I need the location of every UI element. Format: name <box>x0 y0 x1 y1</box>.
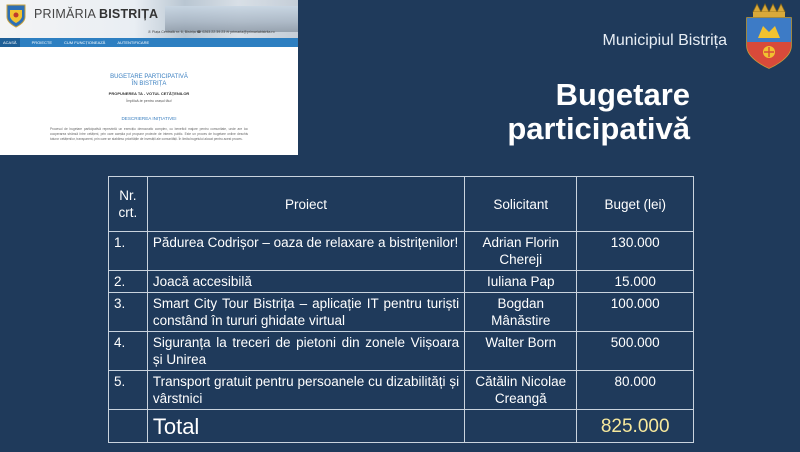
total-row <box>109 410 694 443</box>
applicant-name: Adrian Florin Chereji <box>465 232 577 271</box>
website-nav-projects[interactable]: PROIECTE <box>31 40 53 45</box>
table-row <box>109 232 694 271</box>
website-nav-home[interactable]: ACASĂ <box>0 38 20 47</box>
website-subheading: PROPUNEREA TA - VOTUL CETĂȚENILOR <box>108 91 190 96</box>
row-number: 3. <box>109 293 148 332</box>
project-name: Smart City Tour Bistrița – aplicație IT pentru turiști constând în tururi ghidate virtual <box>147 293 464 332</box>
website-banner-image <box>165 6 298 32</box>
table-row <box>109 371 694 410</box>
total-value: 825.000 <box>577 410 694 443</box>
website-screenshot <box>0 0 298 155</box>
row-number: 4. <box>109 332 148 371</box>
website-section-title: DESCRIEREA INIȚIATIVEI <box>121 116 177 121</box>
row-number: 5. <box>109 371 148 410</box>
budget-value: 100.000 <box>577 293 694 332</box>
table-row <box>109 332 694 371</box>
project-name: Siguranța la treceri de pietoni din zonele Viișoara și Unirea <box>147 332 464 371</box>
budget-value: 80.000 <box>577 371 694 410</box>
applicant-name: Walter Born <box>465 332 577 371</box>
website-nav-login[interactable]: AUTENTIFICARE <box>117 40 150 45</box>
budget-value: 130.000 <box>577 232 694 271</box>
table-row <box>109 293 694 332</box>
column-header-project: Proiect <box>147 177 464 232</box>
website-tagline: Împliică-te pentru orașul tău! <box>126 99 172 103</box>
city-crest-icon <box>744 2 794 70</box>
applicant-name: Cătălin Nicolae Creangă <box>465 371 577 410</box>
project-name: Joacă accesibilă <box>147 271 464 293</box>
row-number: 2. <box>109 271 148 293</box>
column-header-nr: Nr. crt. <box>109 177 148 232</box>
website-heading: BUGETARE PARTICIPATIVĂ ÎN BISTRIȚA <box>110 74 188 87</box>
project-name: Transport gratuit pentru persoanele cu dizabilități și vârstnici <box>147 371 464 410</box>
table-header-row <box>109 177 694 232</box>
website-body <box>0 47 298 142</box>
website-header <box>0 0 298 38</box>
website-logo-icon <box>6 4 26 28</box>
total-empty-cell <box>109 410 148 443</box>
website-contact: ✆ Piața Centrală nr. 6, Bistrița ☎ 0263.22.39.23 ✉ primaria@primariabistrita.ro <box>148 30 275 34</box>
row-number: 1. <box>109 232 148 271</box>
municipality-label: Municipiul Bistrița <box>602 32 727 49</box>
projects-table <box>108 176 694 443</box>
column-header-budget: Buget (lei) <box>577 177 694 232</box>
slide-title: Bugetare participativă <box>507 77 690 146</box>
column-header-applicant: Solicitant <box>465 177 577 232</box>
website-nav-how-it-works[interactable]: CUM FUNCȚIONEAZĂ <box>64 40 106 45</box>
applicant-name: Iuliana Pap <box>465 271 577 293</box>
website-title: PRIMĂRIA BISTRIȚA <box>34 7 159 21</box>
budget-value: 15.000 <box>577 271 694 293</box>
website-paragraph: Procesul de bugetare participativă reprezintă un exercițiu democratic complex, cu beneficii majore pentru comunitate, unde are loc cooperarea strânsă între cetățeni, prin care aceștia pot propune proiecte de interes public. Este un proces de bugetare online deschis tuturor cetățenilor, transparent, prin care se stabilesc prioritățile de investiții ale comunității. În limita bugetului alocat pentru acest proces. <box>50 127 248 141</box>
total-empty-cell <box>465 410 577 443</box>
project-name: Pădurea Codrișor – oaza de relaxare a bistrițenilor! <box>147 232 464 271</box>
budget-value: 500.000 <box>577 332 694 371</box>
applicant-name: Bogdan Mânăstire <box>465 293 577 332</box>
table-row <box>109 271 694 293</box>
total-label: Total <box>147 410 464 443</box>
website-nav <box>0 38 298 47</box>
